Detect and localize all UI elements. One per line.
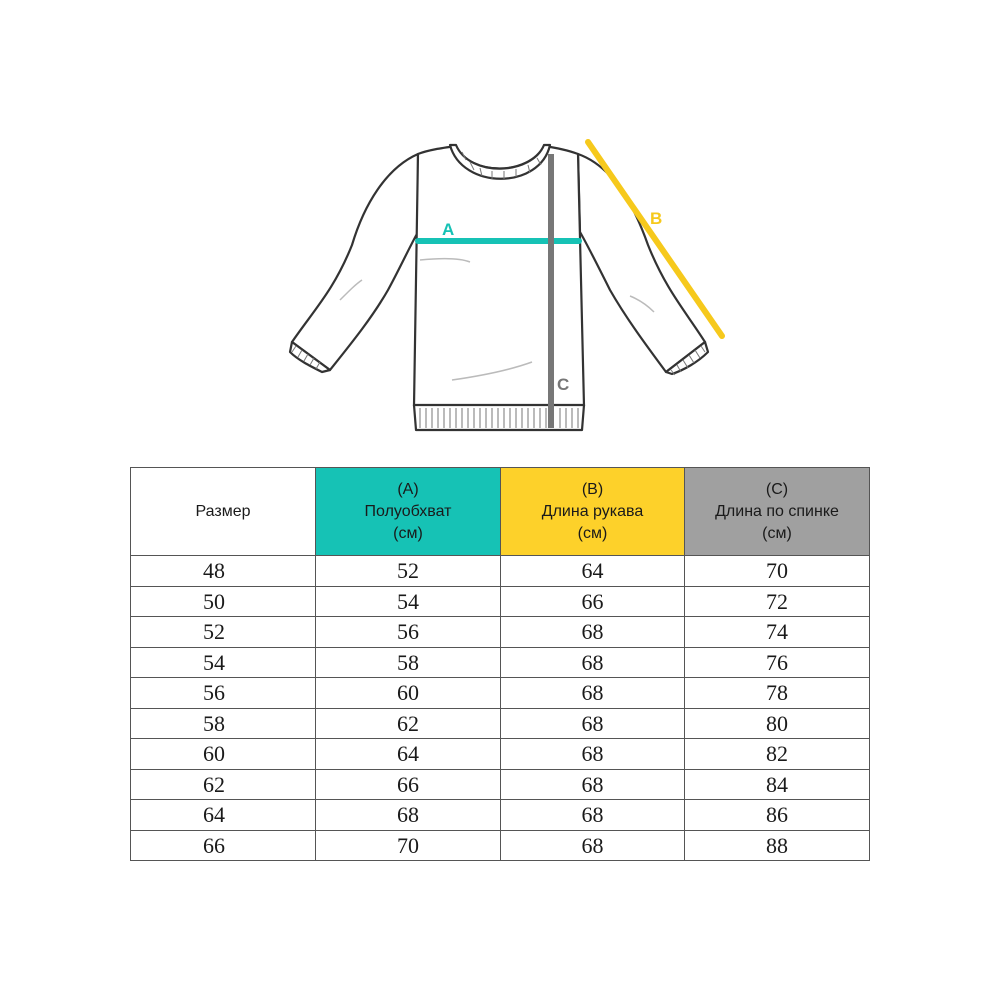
cell-sleeve-length: 66 [501, 586, 685, 617]
header-a-line2: Полуобхват [364, 502, 452, 520]
sweatshirt-body [414, 146, 584, 406]
cell-sleeve-length: 68 [501, 708, 685, 739]
table-body [131, 556, 870, 861]
cell-sleeve-length: 68 [501, 830, 685, 861]
header-b [501, 468, 685, 556]
cell-half-girth: 56 [316, 617, 501, 648]
cell-size: 64 [131, 800, 316, 831]
table-row [131, 556, 870, 587]
cell-size: 58 [131, 708, 316, 739]
header-c-line3: (см) [762, 524, 792, 542]
cell-half-girth: 62 [316, 708, 501, 739]
cell-half-girth: 70 [316, 830, 501, 861]
cell-back-length: 82 [685, 739, 870, 770]
left-sleeve [292, 154, 418, 370]
header-c [685, 468, 870, 556]
header-a-line3: (см) [393, 524, 423, 542]
cell-sleeve-length: 68 [501, 678, 685, 709]
cell-sleeve-length: 68 [501, 739, 685, 770]
table-row [131, 647, 870, 678]
cell-back-length: 78 [685, 678, 870, 709]
cell-sleeve-length: 68 [501, 617, 685, 648]
cell-size: 50 [131, 586, 316, 617]
table-row [131, 586, 870, 617]
header-a-line1: (A) [397, 480, 419, 498]
cell-half-girth: 60 [316, 678, 501, 709]
cell-back-length: 74 [685, 617, 870, 648]
cell-sleeve-length: 68 [501, 800, 685, 831]
header-b-line2: Длина рукава [541, 502, 644, 520]
label-b: B [650, 209, 663, 228]
table-row [131, 708, 870, 739]
table-row [131, 739, 870, 770]
header-b-line3: (см) [577, 524, 608, 542]
cell-half-girth: 64 [316, 739, 501, 770]
cell-back-length: 76 [685, 647, 870, 678]
cell-half-girth: 52 [316, 556, 501, 587]
cell-half-girth: 66 [316, 769, 501, 800]
cell-half-girth: 58 [316, 647, 501, 678]
header-size [131, 468, 316, 556]
cell-size: 52 [131, 617, 316, 648]
size-table [130, 467, 870, 861]
cell-size: 62 [131, 769, 316, 800]
cell-size: 48 [131, 556, 316, 587]
hem-band [414, 405, 584, 430]
cell-half-girth: 68 [316, 800, 501, 831]
cell-sleeve-length: 68 [501, 647, 685, 678]
cell-back-length: 70 [685, 556, 870, 587]
table-row [131, 678, 870, 709]
header-c-line2: Длина по спинке [715, 502, 839, 520]
right-sleeve [578, 154, 705, 372]
header-c-line1: (C) [765, 480, 789, 498]
table-row [131, 800, 870, 831]
cell-back-length: 86 [685, 800, 870, 831]
cell-back-length: 88 [685, 830, 870, 861]
header-b-line1: (B) [581, 480, 604, 498]
header-a [316, 468, 501, 556]
cell-size: 60 [131, 739, 316, 770]
cell-sleeve-length: 68 [501, 769, 685, 800]
cell-sleeve-length: 64 [501, 556, 685, 587]
cell-size: 66 [131, 830, 316, 861]
cell-back-length: 80 [685, 708, 870, 739]
label-a: A [442, 220, 455, 239]
cell-back-length: 72 [685, 586, 870, 617]
table-row [131, 769, 870, 800]
header-row [131, 468, 870, 556]
sweatshirt-diagram [0, 0, 1000, 460]
header-size-label: Размер [195, 502, 251, 520]
cell-size: 56 [131, 678, 316, 709]
cell-size: 54 [131, 647, 316, 678]
label-c: C [557, 375, 570, 394]
table-row [131, 617, 870, 648]
cell-half-girth: 54 [316, 586, 501, 617]
table-row [131, 830, 870, 861]
cell-back-length: 84 [685, 769, 870, 800]
